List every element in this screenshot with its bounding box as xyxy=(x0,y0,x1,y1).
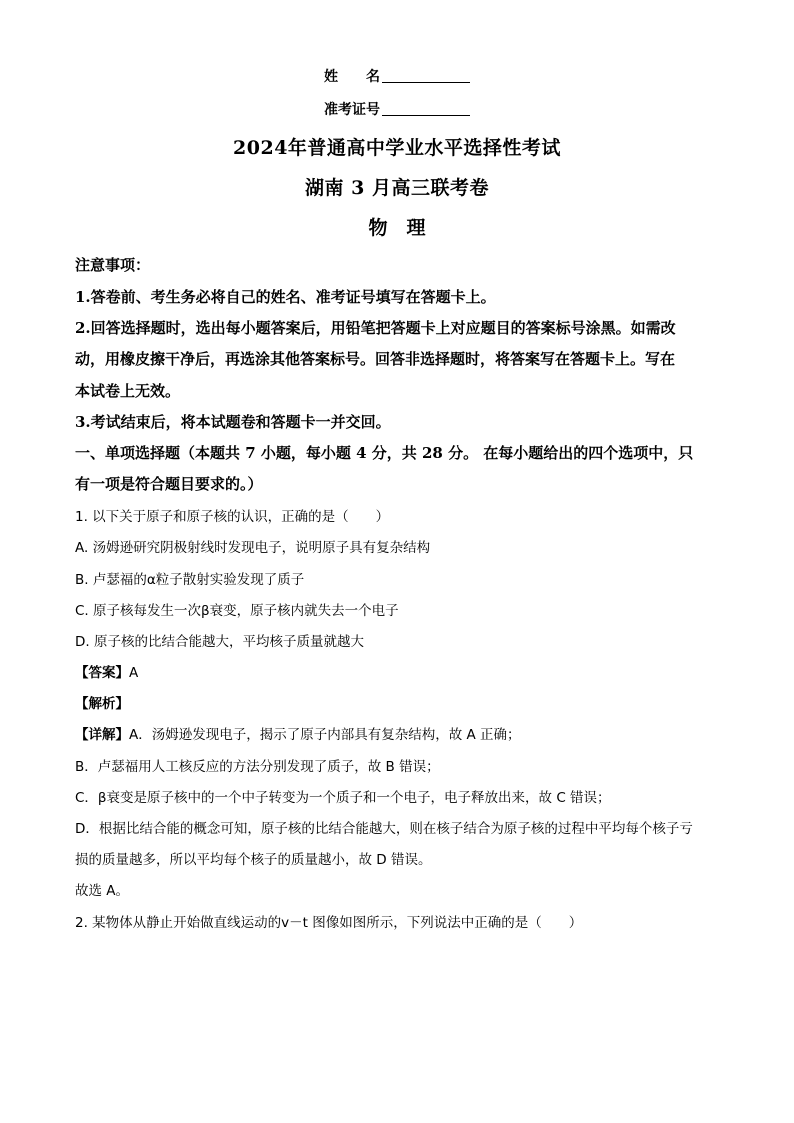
q1-detail-d-line-2: 损的质量越多，所以平均每个核子的质量越小，故 D 错误。 xyxy=(75,852,432,868)
exam-id-field xyxy=(0,99,794,119)
q1-option-d: D. 原子核的比结合能越大，平均核子质量就越大 xyxy=(75,634,364,650)
q2-stem: 2. 某物体从静止开始做直线运动的v－t 图像如图所示，下列说法中正确的是（ ） xyxy=(75,915,583,931)
notice-item-2-line-2: 动，用橡皮擦干净后，再选涂其他答案标号。回答非选择题时，将答案写在答题卡上。写在 xyxy=(75,350,676,368)
q1-detail-c: C．β衰变是原子核中的一个中子转变为一个质子和一个电子，电子释放出来，故 C 错误； xyxy=(75,790,611,806)
q1-detail-a xyxy=(75,723,521,743)
q1-option-b: B. 卢瑟福的α粒子散射实验发现了质子 xyxy=(75,572,305,588)
notice-heading: 注意事项： xyxy=(75,256,151,274)
q1-stem: 1. 以下关于原子和原子核的认识，正确的是（ ） xyxy=(75,509,390,525)
q1-answer xyxy=(75,661,138,681)
notice-item-2-line-1: 2.回答选择题时，选出每小题答案后，用铅笔把答题卡上对应题目的答案标号涂黑。如需改 xyxy=(75,319,676,337)
name-label: 姓 名 xyxy=(324,69,380,85)
q1-option-c: C. 原子核每发生一次β衰变，原子核内就失去一个电子 xyxy=(75,603,399,619)
detail-a-text: A．汤姆逊发现电子，揭示了原子内部具有复杂结构，故 A 正确； xyxy=(129,727,521,743)
q1-analysis-tag xyxy=(75,692,129,712)
name-field xyxy=(0,66,794,86)
notice-item-3: 3.考试结束后，将本试题卷和答题卡一并交回。 xyxy=(75,413,391,431)
detail-tag: 【详解】 xyxy=(75,727,129,743)
answer-tag: 【答案】 xyxy=(75,665,129,681)
exam-title: 2024年普通高中学业水平选择性考试 xyxy=(233,137,561,159)
q1-conclusion: 故选 A。 xyxy=(75,883,130,899)
analysis-tag: 【解析】 xyxy=(75,696,129,712)
exam-subtitle: 湖南 3 月高三联考卷 xyxy=(305,177,489,199)
exam-id-label: 准考证号 xyxy=(324,102,380,118)
q1-detail-b: B．卢瑟福用人工核反应的方法分别发现了质子，故 B 错误； xyxy=(75,759,440,775)
notice-item-2-line-3: 本试卷上无效。 xyxy=(75,382,181,400)
exam-subject: 物 理 xyxy=(368,217,426,239)
answer-value: A xyxy=(129,665,139,681)
notice-item-1: 1.答卷前、考生务必将自己的姓名、准考证号填写在答题卡上。 xyxy=(75,288,496,306)
name-blank[interactable] xyxy=(382,70,470,83)
q1-option-a: A. 汤姆逊研究阴极射线时发现电子，说明原子具有复杂结构 xyxy=(75,540,431,556)
section-heading-line-1: 一、单项选择题（本题共 7 小题，每小题 4 分，共 28 分。 在每小题给出的四个选项中，只 xyxy=(75,444,694,462)
section-heading-line-2: 有一项是符合题目要求的。） xyxy=(75,475,263,493)
exam-id-blank[interactable] xyxy=(382,103,470,116)
q1-detail-d-line-1: D．根据比结合能的概念可知，原子核的比结合能越大，则在核子结合为原子核的过程中平均每个核子亏 xyxy=(75,821,693,837)
